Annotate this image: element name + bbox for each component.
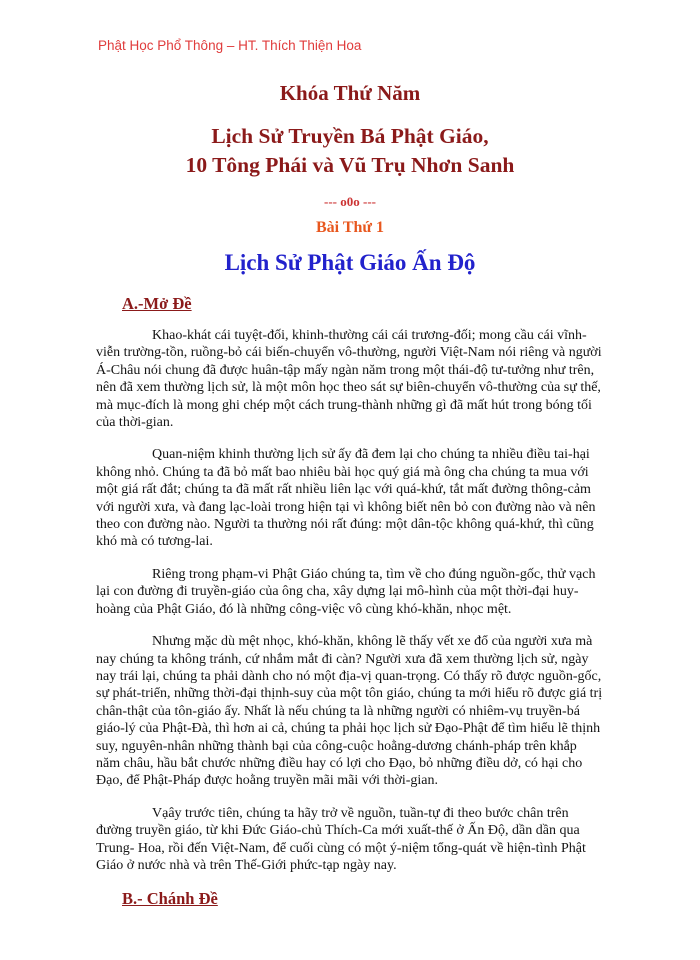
paragraph-3: Riêng trong phạm-vi Phật Giáo chúng ta, tìm về cho đúng nguồn-gốc, thử vạch lại con đường đi truyền-giáo của ông cha, xây dựng lại mô-hình của một thời-đại huy-hoàng của Phật Giáo, đó là những công-việc vô cùng khó-khăn, nhọc mệt. bbox=[96, 566, 596, 617]
paragraph-4: Nhưng mặc dù mệt nhọc, khó-khăn, không lẽ thấy vết xe đổ của người xưa mà nay chúng ta không tránh, cứ nhắm mắt đi càn? Người xưa đã xem thường lịch sử, ngày nay trái lại, chúng ta phải dành cho nó một địa-vị quan-trọng. Có thấy rõ được nguồn-gốc, sự phát-triển, những thời-đại thịnh-suy của một tôn giáo, chúng ta mới hiểu rõ được giá trị chân-thật của tôn-giáo ấy. Nhất là nếu chúng ta là những người có nhiêm-vụ truyền-bá giáo-lý của Phật-Đà, thì hơn ai cả, chúng ta phải học lịch sử Đạo-Phật để tìm hiểu lẽ thịnh suy, nguyên-nhân những thành bại của công-cuộc hoằng-dương chánh-pháp trên khắp năm châu, hầu bắt chước những điều hay có lợi cho Đạo, bỏ những điều dở, có hại cho Đạo, để Phật-Pháp được hoằng truyền mãi mãi với thời-gian. bbox=[96, 634, 603, 789]
course-title: Khóa Thứ Năm bbox=[279, 81, 421, 105]
running-header: Phật Học Phổ Thông – HT. Thích Thiện Hoa bbox=[98, 38, 362, 53]
main-title-line2: 10 Tông Phái và Vũ Trụ Nhơn Sanh bbox=[185, 153, 515, 177]
main-title bbox=[96, 122, 604, 180]
paragraph-1: Khao-khát cái tuyệt-đối, khinh-thường cái cái trương-đối; mong cầu cái vĩnh-viễn trường-tồn, ruồng-bỏ cái biến-chuyển vô-thường, người Việt-Nam nói riêng và người Á-Châu nói chung đã được huân-tập mấy ngàn năm trong một thái-độ tư-tưởng như trên, nên đã xem thường lịch sử, là một môn học theo sát sự biên-chuyển vô-thường của sự thế, mà mục-đích là mong ghi chép một cách trung-thành những gì đã mất hút trong bóng tối của thời-gian. bbox=[96, 328, 602, 431]
main-title-line1: Lịch Sử Truyền Bá Phật Giáo, bbox=[211, 124, 489, 148]
section-heading-b: B.- Chánh Đề bbox=[122, 889, 218, 909]
paragraph-2: Quan-niệm khinh thường lịch sử ấy đã đem lại cho chúng ta nhiều điều tai-hại không nhỏ. Chúng ta đã bỏ mất bao nhiêu bài học quý giá mà ông cha chúng ta mua với một giá rất đắt; chúng ta đã mất rất nhiều liên lạc với quá-khứ, tắt mất đường thông-cảm với người xưa, và đang lạc-loài trong hiện tại vì không biết nên bỏ con đường nào và nên theo con đường nào. Người ta thường nói rất đúng: một dân-tộc không quá-khứ, thì cũng khó mà có tương-lai. bbox=[96, 447, 596, 550]
lesson-number: Bài Thứ 1 bbox=[316, 219, 384, 236]
lesson-title: Lịch Sử Phật Giáo Ấn Độ bbox=[224, 250, 476, 275]
paragraph-5: Vạây trước tiên, chúng ta hãy trở về nguồn, tuần-tự đi theo bước chân trên đường truyền giáo, từ khi Đức Giáo-chủ Thích-Ca mới xuất-thế ở Ấn Độ, dần dần qua Trung- Hoa, rồi đến Việt-Nam, để cuối cùng có một ý-niệm tổng-quát về hiện-tình Phật Giáo ở nước nhà và trên Thế-Giới phức-tạp ngày nay. bbox=[96, 805, 586, 873]
ornament-divider: --- o0o --- bbox=[324, 194, 376, 209]
section-heading-a: A.-Mở Đề bbox=[122, 294, 192, 313]
